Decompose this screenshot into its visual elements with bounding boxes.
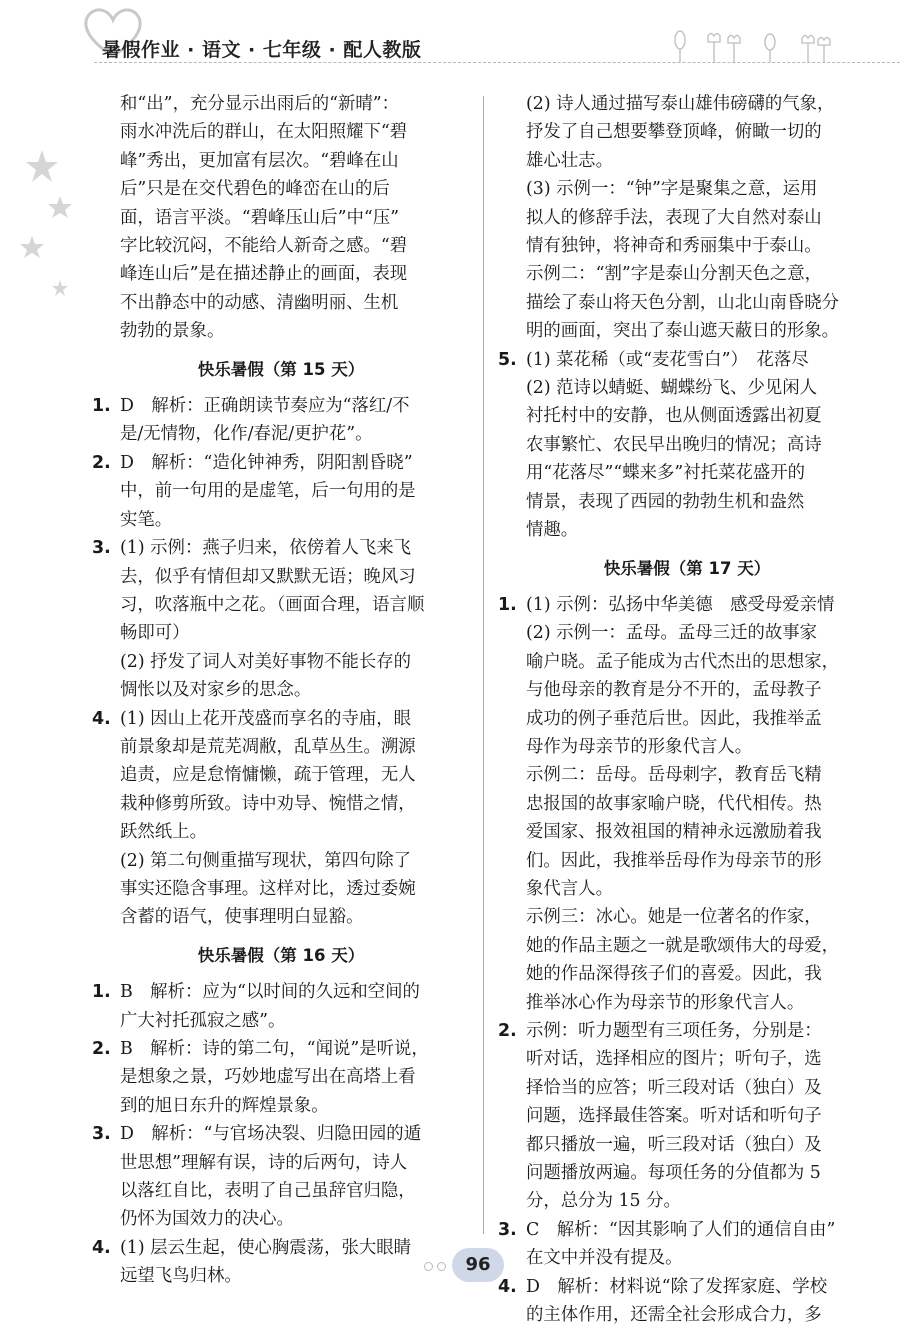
item-number: 3.: [92, 1124, 111, 1145]
text-line: (2) 诗人通过描写泰山雄伟磅礴的气象，: [526, 94, 835, 114]
section-title-day17: 快乐暑假（第 17 天）: [603, 558, 771, 578]
text-line: 惆怅以及对家乡的思念。: [120, 680, 312, 701]
text-line: 拟人的修辞手法，表现了大自然对泰山: [526, 207, 822, 228]
text-line: 择恰当的应答；听三段对话（独白）及: [526, 1077, 822, 1098]
text-line: 明的画面，突出了泰山遮天蔽日的形象。: [526, 321, 840, 342]
text-line: 和“出”，充分显示出雨后的“新晴”：: [120, 94, 400, 114]
text-line: 栽种修剪所致。诗中劝导、惋惜之情，: [120, 793, 416, 814]
text-line: 在文中并没有提及。: [526, 1248, 683, 1269]
text-line: 到的旭日东升的辉煌景象。: [120, 1095, 329, 1116]
text-line: 不出静态中的动感、清幽明丽、生机: [120, 292, 399, 313]
answer-item: [92, 534, 470, 704]
answer-item: [498, 1017, 876, 1216]
dot-decoration-icon: [437, 1262, 446, 1271]
item-number: 4.: [92, 1237, 111, 1258]
text-line: 雄心壮志。: [526, 150, 613, 171]
text-line: 听对话，选择相应的图片；听句子，选: [526, 1049, 822, 1070]
item-number: 3.: [92, 538, 111, 559]
intro-paragraph: [92, 90, 470, 346]
text-line: (3) 示例一：“钟”字是聚集之意，运用: [526, 179, 818, 200]
item-number: 1.: [92, 396, 111, 417]
text-line: 她的作品深得孩子们的喜爱。因此，我: [526, 964, 822, 985]
text-line: 习，吹落瓶中之花。（画面合理，语言顺: [120, 594, 425, 615]
text-line: 情趣。: [526, 520, 579, 541]
text-line: D 解析：“造化钟神秀，阴阳割昏晓”: [120, 452, 413, 473]
text-line: 示例二：“割”字是泰山分割天色之意，: [526, 264, 823, 285]
text-line: 们。因此，我推举岳母作为母亲节的形: [526, 850, 822, 871]
continued-answer: [498, 90, 876, 346]
text-line: 广大衬托孤寂之感”。: [120, 1010, 286, 1031]
text-line: 峰连山后”是在描述静止的画面，表现: [120, 264, 408, 285]
item-number: 2.: [92, 452, 111, 473]
text-line: (1) 菜花稀（或“麦花雪白”） 花落尽: [526, 349, 809, 370]
text-line: D 解析：材料说“除了发挥家庭、学校: [526, 1276, 828, 1297]
text-line: 面，语言平淡。“碧峰压山后”中“压”: [120, 207, 400, 228]
text-line: (2) 抒发了词人对美好事物不能长存的: [120, 651, 412, 672]
section-title-day15: 快乐暑假（第 15 天）: [197, 359, 365, 379]
text-line: 都只播放一遍，听三段对话（独白）及: [526, 1134, 822, 1155]
text-line: 含蓄的语气，使事理明白显豁。: [120, 907, 364, 928]
answer-item: [92, 1120, 470, 1234]
star-decoration-icon: [20, 140, 80, 340]
item-number: 5.: [498, 349, 517, 370]
answer-item: [92, 449, 470, 534]
flower-decoration-icon: [670, 28, 840, 64]
item-number: 2.: [92, 1039, 111, 1059]
item-number: 2.: [498, 1021, 517, 1041]
text-line: 是/无情物，化作/春泥/更护花”。: [120, 424, 373, 445]
text-line: 以落红自比，表明了自己虽辞官归隐，: [120, 1181, 416, 1202]
text-line: 去，似乎有情但却又默默无语；晚风习: [120, 566, 416, 587]
text-line: 抒发了自己想要攀登顶峰，俯瞰一切的: [526, 122, 822, 143]
text-line: 问题播放两遍。每项任务的分值都为 5: [526, 1163, 821, 1184]
text-line: 后”只是在交代碧色的峰峦在山的后: [120, 179, 390, 200]
text-line: (2) 第二句侧重描写现状，第四句除了: [120, 850, 412, 871]
text-line: D 解析：“与官场决裂、归隐田园的遁: [120, 1124, 422, 1145]
text-line: 追责，应是怠惰慵懒，疏于管理，无人: [120, 765, 416, 786]
answer-item: [498, 346, 876, 545]
text-line: (1) 层云生起，使心胸震荡，张大眼睛: [120, 1237, 412, 1258]
item-number: 1.: [92, 982, 111, 1003]
text-line: (2) 示例一：孟母。孟母三迁的故事家: [526, 623, 818, 644]
answer-item: [92, 1035, 470, 1120]
item-number: 3.: [498, 1219, 517, 1240]
header-title: 暑假作业 · 语文 · 七年级 · 配人教版: [102, 39, 422, 61]
text-line: (1) 因山上花开茂盛而享名的寺庙，眼: [120, 708, 412, 729]
right-column: [498, 90, 876, 1329]
text-line: 爱国家、报效祖国的精神永远激励着我: [526, 822, 822, 843]
text-line: B 解析：应为“以时间的久远和空间的: [120, 982, 420, 1003]
item-number: 4.: [498, 1276, 517, 1297]
answer-item: [498, 591, 876, 1017]
text-line: 示例三：冰心。她是一位著名的作家，: [526, 907, 822, 928]
text-line: 母作为母亲节的形象代言人。: [526, 736, 753, 757]
answer-item: [498, 1273, 876, 1329]
text-line: 情有独钟，将神奇和秀丽集中于泰山。: [526, 236, 822, 257]
text-line: B 解析：诗的第二句，“闻说”是听说，: [120, 1039, 429, 1059]
text-line: (2) 范诗以蜻蜓、蝴蝶纷飞、少见闲人: [526, 378, 818, 399]
answer-item: [92, 392, 470, 449]
text-line: 农事繁忙、农民早出晚归的情况；高诗: [526, 434, 822, 455]
text-line: 雨水冲洗后的群山，在太阳照耀下“碧: [120, 122, 408, 143]
text-line: 描绘了泰山将天色分割，山北山南昏晓分: [526, 292, 840, 313]
text-line: 峰”秀出，更加富有层次。“碧峰在山: [120, 150, 399, 171]
answer-item: [92, 1234, 470, 1291]
text-line: 事实还隐含事理。这样对比，透过委婉: [120, 878, 416, 899]
page-header: [0, 0, 900, 80]
text-line: 成功的例子垂范后世。因此，我推举孟: [526, 708, 822, 729]
text-line: 象代言人。: [526, 878, 613, 899]
header-divider: [94, 62, 900, 63]
left-column: [92, 90, 470, 1291]
text-line: 跃然纸上。: [120, 822, 207, 843]
text-line: 与他母亲的教育是分不开的，孟母教子: [526, 680, 822, 701]
text-line: 中，前一句用的是虚笔，后一句用的是: [120, 481, 416, 502]
text-line: (1) 示例：燕子归来，依傍着人飞来飞: [120, 538, 412, 559]
text-line: 示例二：岳母。岳母刺字，教育岳飞精: [526, 765, 822, 786]
column-divider: [483, 96, 484, 1234]
answer-item: [92, 705, 470, 932]
text-line: 情景，表现了西园的勃勃生机和盎然: [526, 491, 805, 512]
text-line: 喻户晓。孟子能成为古代杰出的思想家，: [526, 651, 840, 672]
text-line: D 解析：正确朗读节奏应为“落红/不: [120, 396, 410, 417]
answer-item: [92, 978, 470, 1035]
section-title-day16: 快乐暑假（第 16 天）: [197, 945, 365, 965]
text-line: 仍怀为国效力的决心。: [120, 1209, 294, 1230]
text-line: 示例：听力题型有三项任务，分别是：: [526, 1021, 822, 1041]
item-number: 4.: [92, 708, 111, 729]
text-line: 前景象却是荒芜凋敝，乱草丛生。溯源: [120, 736, 416, 757]
text-line: 分，总分为 15 分。: [526, 1191, 681, 1212]
answer-item: [498, 1216, 876, 1273]
text-line: 她的作品主题之一就是歌颂伟大的母爱，: [526, 935, 840, 956]
text-line: 世思想”理解有误，诗的后两句，诗人: [120, 1152, 408, 1173]
text-line: 的主体作用，还需全社会形成合力，多: [526, 1305, 822, 1326]
text-line: 忠报国的故事家喻户晓，代代相传。热: [526, 793, 822, 814]
text-line: 问题，选择最佳答案。听对话和听句子: [526, 1106, 822, 1127]
text-line: 勃勃的景象。: [120, 321, 225, 342]
text-line: 字比较沉闷，不能给人新奇之感。“碧: [120, 236, 408, 257]
text-line: 衬托村中的安静，也从侧面透露出初夏: [526, 406, 822, 427]
text-line: 畅即可）: [120, 623, 190, 644]
text-line: (1) 示例：弘扬中华美德 感受母爱亲情: [526, 594, 835, 615]
text-line: 推举冰心作为母亲节的形象代言人。: [526, 992, 805, 1013]
item-number: 1.: [498, 594, 517, 615]
text-line: 是想象之景，巧妙地虚写出在高塔上看: [120, 1067, 416, 1088]
text-line: 用“花落尽”“蝶来多”衬托菜花盛开的: [526, 463, 806, 484]
text-line: 实笔。: [120, 509, 173, 530]
page-number: 96: [452, 1248, 504, 1282]
text-line: C 解析：“因其影响了人们的通信自由”: [526, 1219, 836, 1240]
dot-decoration-icon: [424, 1262, 433, 1271]
text-line: 远望飞鸟归林。: [120, 1266, 242, 1287]
